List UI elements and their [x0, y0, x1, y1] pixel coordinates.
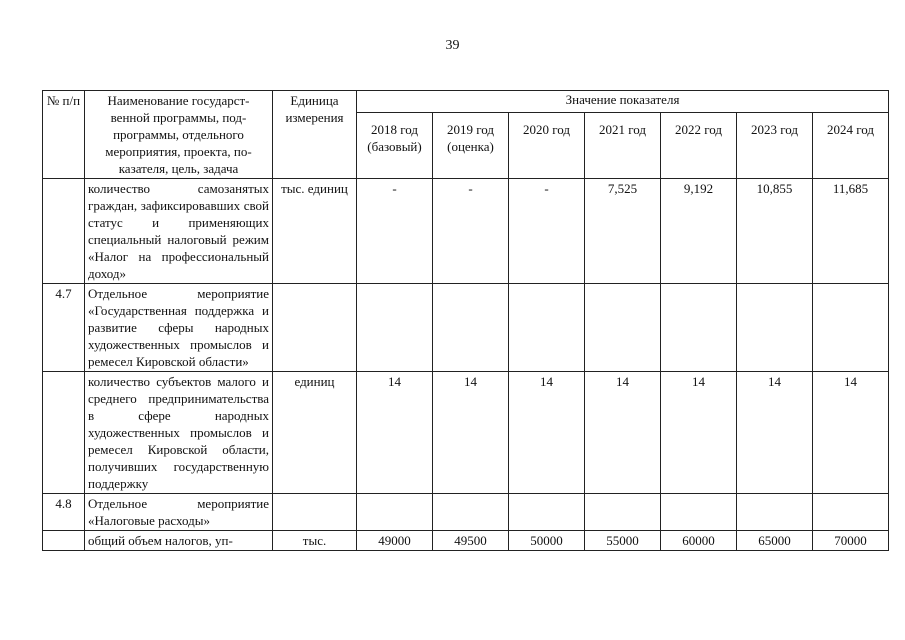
row-value [357, 284, 433, 372]
row-value [509, 284, 585, 372]
row-value [585, 284, 661, 372]
header-row [43, 91, 889, 113]
table-row [43, 531, 889, 551]
row-value: 14 [433, 372, 509, 494]
row-num: 4.7 [43, 284, 85, 372]
row-value [509, 494, 585, 531]
header-year: 2024 год [813, 113, 889, 179]
row-num [43, 179, 85, 284]
row-value: 14 [357, 372, 433, 494]
row-value [357, 494, 433, 531]
row-name: Отдельное мероприятие «Государственная поддержка и развитие сферы народных художественных промыслов и ремесел Кировской области» [85, 284, 273, 372]
row-value: 14 [509, 372, 585, 494]
row-num [43, 531, 85, 551]
row-value: 14 [661, 372, 737, 494]
row-value: 49000 [357, 531, 433, 551]
header-values: Значение показателя [357, 91, 889, 113]
row-num: 4.8 [43, 494, 85, 531]
row-unit: тыс. [273, 531, 357, 551]
row-value: 65000 [737, 531, 813, 551]
header-year: 2023 год [737, 113, 813, 179]
row-value: 7,525 [585, 179, 661, 284]
header-unit: Единица измерения [273, 91, 357, 179]
row-value [737, 494, 813, 531]
row-value: - [357, 179, 433, 284]
header-year: 2018 год (базовый) [357, 113, 433, 179]
header-num: № п/п [43, 91, 85, 179]
indicator-table [42, 90, 889, 551]
row-value [433, 494, 509, 531]
row-value: 55000 [585, 531, 661, 551]
row-name: общий объем налогов, уп- [85, 531, 273, 551]
row-value [813, 494, 889, 531]
table-row [43, 284, 889, 372]
row-value: 11,685 [813, 179, 889, 284]
row-value [813, 284, 889, 372]
row-value: 14 [585, 372, 661, 494]
header-name: Наименование государст-венной программы, под-программы, отдельного мероприятия, проекта, по-казателя, цель, задача [85, 91, 273, 179]
table-row [43, 494, 889, 531]
row-value: 10,855 [737, 179, 813, 284]
table-row [43, 179, 889, 284]
row-value: - [509, 179, 585, 284]
header-year: 2020 год [509, 113, 585, 179]
row-value [661, 284, 737, 372]
row-unit [273, 284, 357, 372]
row-name: Отдельное мероприятие «Налоговые расходы» [85, 494, 273, 531]
row-value: 9,192 [661, 179, 737, 284]
row-num [43, 372, 85, 494]
row-value [737, 284, 813, 372]
header-year: 2022 год [661, 113, 737, 179]
row-value: - [433, 179, 509, 284]
row-unit: единиц [273, 372, 357, 494]
header-year: 2021 год [585, 113, 661, 179]
row-value: 50000 [509, 531, 585, 551]
row-unit: тыс. единиц [273, 179, 357, 284]
row-value: 14 [813, 372, 889, 494]
row-value [585, 494, 661, 531]
row-name: количество субъектов малого и среднего предпринимательства в сфере народных художественных промыслов и ремесел Кировской области, получивших государственную поддержку [85, 372, 273, 494]
row-value [661, 494, 737, 531]
row-value: 70000 [813, 531, 889, 551]
row-unit [273, 494, 357, 531]
row-name: количество самозанятых граждан, зафиксировавших свой статус и применяющих специальный налоговый режим «Налог на профессиональный доход» [85, 179, 273, 284]
row-value: 14 [737, 372, 813, 494]
table-row [43, 372, 889, 494]
header-year: 2019 год (оценка) [433, 113, 509, 179]
row-value: 60000 [661, 531, 737, 551]
page-number: 39 [445, 38, 460, 53]
row-value [433, 284, 509, 372]
row-value: 49500 [433, 531, 509, 551]
